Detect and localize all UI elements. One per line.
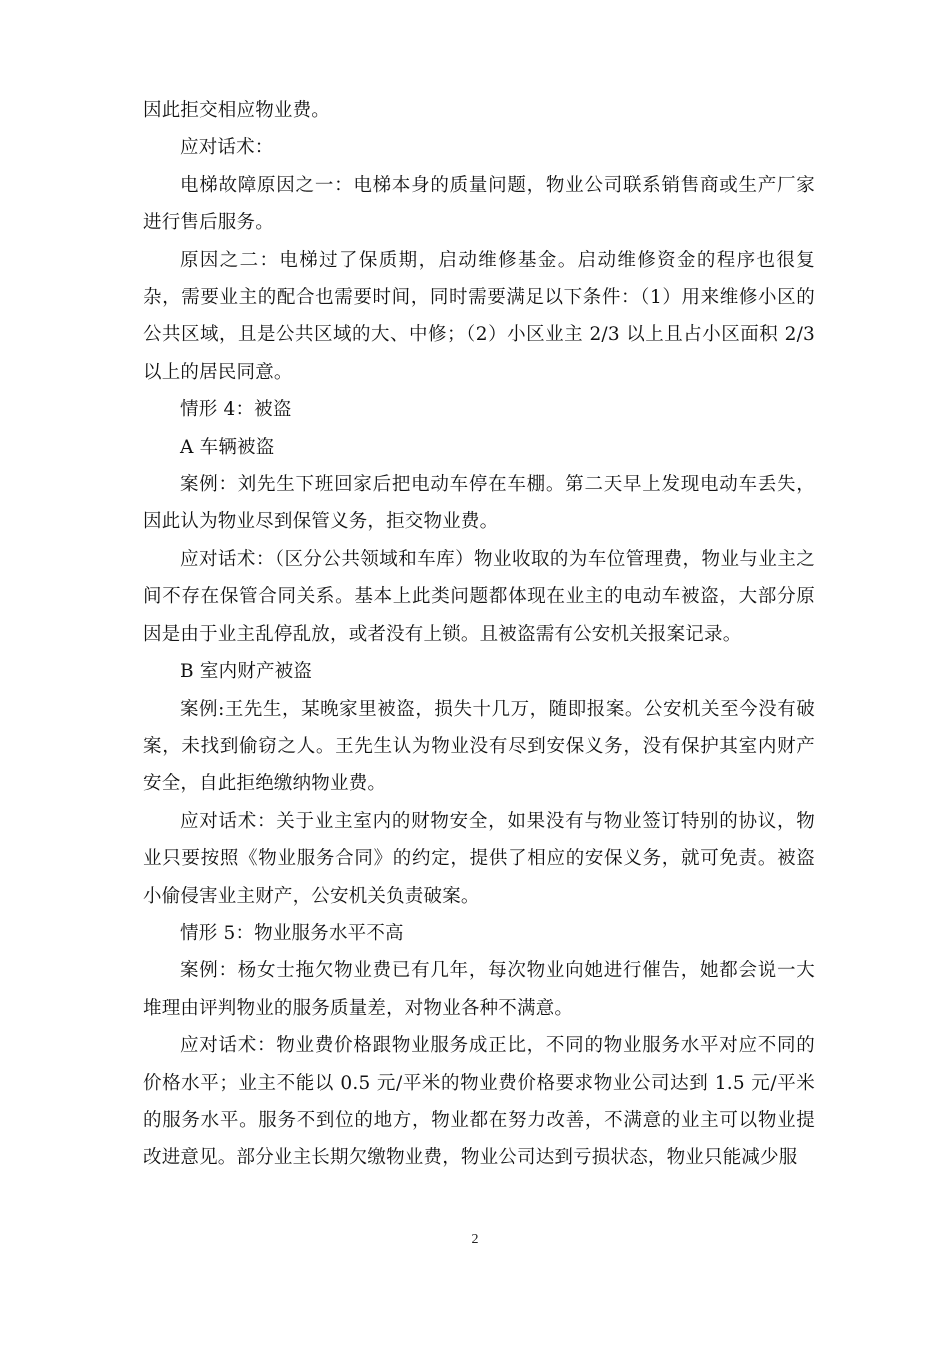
paragraph: 情形 4：被盗 [180,399,292,421]
paragraph: 案例：刘先生下班回家后把电动车停在车棚。第二天早上发现电动车丢失，因此认为物业尽到保管义务，拒交物业费。 [143,474,815,533]
paragraph: 应对话术：关于业主室内的财物安全，如果没有与物业签订特别的协议，物业只要按照《物业服务合同》的约定，提供了相应的安保义务，就可免责。被盗小偷侵害业主财产，公安机关负责破案。 [143,810,815,907]
paragraph: A 车辆被盗 [180,436,275,458]
paragraph: 因此拒交相应物业费。 [143,100,331,121]
page-number: 2 [471,1232,479,1247]
paragraph: B 室内财产被盗 [180,661,313,683]
paragraph: 情形 5：物业服务水平不高 [180,922,404,944]
paragraph: 应对话术：（区分公共领域和车库）物业收取的为车位管理费，物业与业主之间不存在保管合同关系。基本上此类问题都体现在业主的电动车被盗，大部分原因是由于业主乱停乱放，或者没有上锁。且被盗需有公安机关报案记录。 [143,548,815,645]
paragraph: 原因之二：电梯过了保质期，启动维修基金。启动维修资金的程序也很复杂，需要业主的配合也需要时间，同时需要满足以下条件：（1）用来维修小区的公共区域，且是公共区域的大、中修；（2）小区业主 2/3 以上且占小区面积 2/3 以上的居民同意。 [143,249,815,383]
paragraph: 电梯故障原因之一：电梯本身的质量问题，物业公司联系销售商或生产厂家进行售后服务。 [143,174,815,234]
paragraph: 案例:王先生，某晚家里被盗，损失十几万，随即报案。公安机关至今没有破案，未找到偷窃之人。王先生认为物业没有尽到安保义务，没有保护其室内财产安全，自此拒绝缴纳物业费。 [143,698,815,795]
document-body [143,92,815,1177]
paragraph: 案例：杨女士拖欠物业费已有几年，每次物业向她进行催告，她都会说一大堆理由评判物业的服务质量差，对物业各种不满意。 [143,960,815,1019]
paragraph: 应对话术：物业费价格跟物业服务成正比，不同的物业服务水平对应不同的价格水平；业主不能以 0.5 元/平米的物业费价格要求物业公司达到 1.5 元/平米的服务水平。服务不到位的地方，物业都在努力改善，不满意的业主可以物业提改进意见。部分业主长期欠缴物业费，物业公司达到亏损状态，物业只能减少服 [143,1035,815,1169]
paragraph: 应对话术： [180,137,274,159]
